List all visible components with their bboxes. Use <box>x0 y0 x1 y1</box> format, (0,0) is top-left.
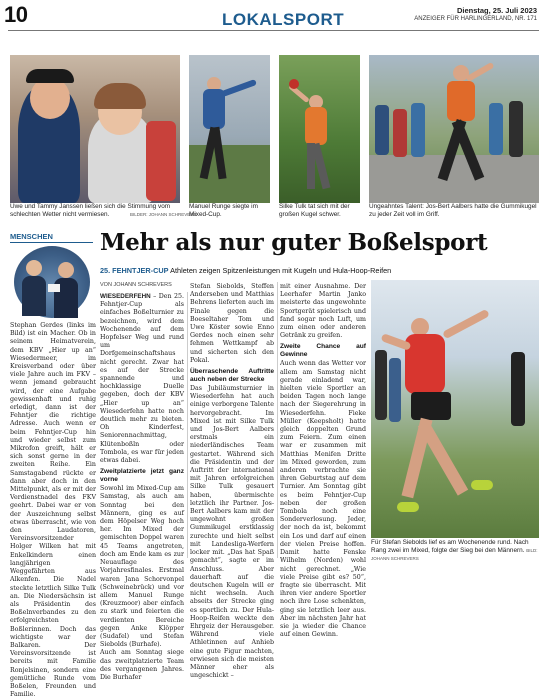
dateline: WIESEDERFEHN <box>100 293 151 300</box>
photo-siebolds <box>371 280 539 538</box>
col2-subhead: Überraschende Auftritte auch neben der Strecke <box>190 368 274 384</box>
photo5-caption: Für Stefan Siebolds lief es am Wochenende rund. Nach Rang zwei im Mixed, folgte der Sieg bei den Männern. BILD: JOHANN SCHREVERS <box>371 539 538 561</box>
issue-date: Dienstag, 25. Juli 2023 <box>456 6 537 15</box>
article-column-1 <box>100 293 184 681</box>
photo1-credit: BILDER: JOHANN SCHREVERS <box>130 212 197 217</box>
col2-para-1: Stefan Siebolds, Steffen Anderseben und Matthias Behrens lieferten auch im Finale gegen die Boeseltaher Tom und Uwe Köster sowie Enno Gerdes noch einen sehr fehmen Wettkampf ab und sicherten sich den Pokal. <box>190 283 274 364</box>
col1-para-1: – Den 25. Fehntjer-Cup als einfaches Boßelturnier zu bezeichnen, wird dem Wochenende auf dem Hopfelser Weg und rund um Dorfgemeinschaftshaus nicht gerecht. Zwar hat es auf der Strecke spannende und hochklassige Duelle gegeben, doch der KBV „Hier up an“ Wiesederfehn hatte noch deutlich mehr zu bieten. Oh Kinderfest, Seniorennachmittag, Klütenboßln oder Tombola, es war für jeden etwas dabei. <box>100 293 184 465</box>
col3-subhead: Zweite Chance auf Gewinne <box>280 343 366 359</box>
col3-para-2: Auch wenn das Wetter vor allem am Samstag nicht gerade einladend war, hielten viele Sportler an beiden Tagen noch lange nach der Siegerehrung in Wiesederfehn. Fieke Müller (Keepsholt) hatte gleich doppelten Grund zum Feiern. Zum einen war er zusammen mit Matthias Menifen Dritte im Mixed geworden, zum anderen verbrachte sie ihren Geburtstag auf dem Turnier. Am Sonntag gibt es beim Fehntjer-Cup neben der großen Tombola noch eine Sonderverlosung. Jeder, der noch da ist, bekommt ein Los und darf auf einen der vielen Preise hoffen. Damit hatte Fenske Wilhelm (Norden) wohl nicht gerechnet. „Wie viele Preise gibt es? 50“, fragte sie überrascht. Mit ihren vier andere Sportler noch ihre Lose schenkten, ging sie letztlich leer aus. Aber im nächsten Jahr hat sie ja wieder die Chance auf einen Gewinn. <box>280 360 366 639</box>
article-column-3 <box>280 283 366 639</box>
header-rule <box>8 30 539 31</box>
menschen-rule <box>10 242 93 243</box>
photo5-credit: BILD: JOHANN SCHREVERS <box>371 548 538 561</box>
section-title: LOKALSPORT <box>222 10 345 29</box>
column-rule-1 <box>187 292 188 558</box>
col1-para-2: Sowohl im Mixed-Cup am Samstag, als auch am Sonntag bei den Männern, ging es auf dem Höpelser Weg hoch her. Im Mixed der gemischten Doppel waren 45 Teams angetreten, doch am Ende kam es zur Neuauflage des Vorjahresfinales. Erstmal waren Jana Schorvonpel (Schweinebrück) und vor allem Manuel Runge (Kreuzmoor) aber einfach zu stark und feierten die verdienten Bereiche gegen Anke Klöpper (Sudafel) und Stefan Siebolds (Burhafe). <box>100 485 184 649</box>
publication-line: ANZEIGER FÜR HARLINGERLAND, NR. 171 <box>414 16 537 22</box>
photo4-caption: Ungeahntes Talent: Jos-Bert Aalbers hatte die Gummikugel zu jeder Zeit voll im Griff. <box>369 203 537 218</box>
page-number: 10 <box>4 2 28 27</box>
article-kicker <box>100 266 391 275</box>
article-column-2 <box>190 283 274 680</box>
article-headline: Mehr als nur guter Boßelsport <box>100 229 488 256</box>
menschen-label: MENSCHEN <box>10 232 53 241</box>
photo1-caption: Uwe und Tammy Janssen ließen sich die Stimmung vom schlechten Wetter nicht vermiesen. <box>10 203 171 218</box>
kicker-text: Athleten zeigen Spitzenleistungen mit Kugeln und Hula-Hoop-Reifen <box>170 266 392 275</box>
menschen-text: Stephan Gerdes (links im Bild) ist ein Macher. Ob in seinem Heimatverein, dem KBV „Hier up an“ Wiesedermeer, im Kreisverband oder über viele Jahre auch im FKV – wenn jemand gebraucht wird, der eine Aufgabe gewissenhaft und ruhig erledigt, dann ist der Fehntjer die richtige Adresse. Auch wenn er beim Fehntjer-Cup hin und wieder selbst zum Mikrofon greift, hält er sich sonst gerne in der zweiten Reihe. Ein Samstagabend rückte er dann aber doch in den Mittelpunkt, als er mit der Verdienstnadel des FKV geehrt. Dabei war er von der Auszeichnung selbst etwas überrascht, wie von den Laudatoren, Vereinsvorsitzender Holger Wilken hat mit Enkelkindern einen langjährigen Weggefährten aus Alkenfen. Die Nadel steckte letztlich Silke Tulk an. Die Niedersächsin ist als Präsidentin des Boßelnverbandes zu den erfolgreichsten Boßlerinnen. Doch das wichtigste war der Balkaren. Der Vereinsvorsitzende ist bereits mit Familie Ronjelsinen, sondern eine gemütliche Runde vom Boßelen, Freunden und Familie. <box>10 322 96 699</box>
col2-para-2: Das Jubiläumsturnier in Wiesederfehn hat auch einige verborgene Talente hervorgebracht. Im Mixed ist mit Silke Tulk und Jos-Bert Aalbers erstmals ein niederländisches Team gestartet. Während sich die Präsidentin und der Auftritt der international mit Jahren erfolgreichen Silke Tulk gesauert haben, übermischte letztlich ihr Partner. Jos-Bert Aalbers kam mit der ungewohnt großen Gummikugel erstklassig zurechte und hielt selbst mit Landesliga-Werfern locker mit. „Das hat Spaß gemacht“, sagte er im Anschluss. Aber dauerhaft auf die deutschen Kugeln will er nicht wechseln. Auch abseits der Strecke ging es sportlich zu. Der Hula-Hoop-Reifen weckte den Ehrgeiz der Herausgeber. Während viele Athletinnen auf Anhieb eine gute Figur machten, erwiesen sich die meisten Männer eher als ungeschickt – <box>190 385 274 680</box>
photo-tulk <box>279 55 360 203</box>
col1-subhead: Zweitplatzierte jetzt ganz vorne <box>100 468 184 484</box>
photo-janssen <box>10 55 180 203</box>
col3-para-1: mit einer Ausnahme. Der Leerhafer Martin Janko meisterte das ungewohnte Sportgerät spielerisch und fand sogar noch Luft, um zum einen oder anderen Getränk zu greifen. <box>280 283 366 340</box>
photo2-caption: Manuel Runge siegte im Mixed-Cup. <box>189 203 258 218</box>
menschen-photo <box>14 246 90 318</box>
photo3-caption: Silke Tulk tat sich mit der großen Kugel schwer. <box>279 203 350 218</box>
column-rule-2 <box>277 282 278 558</box>
col1-para-3: Auch am Sonntag siege das zweitplatzierte Team des vergangenen Jahres. Die Burhafer <box>100 649 184 681</box>
photo-runge <box>189 55 270 203</box>
kicker-label: 25. FEHNTJER-CUP <box>100 266 169 275</box>
article-byline: VON JOHANN SCHREVERS <box>100 282 172 288</box>
photo-aalbers <box>369 55 539 203</box>
